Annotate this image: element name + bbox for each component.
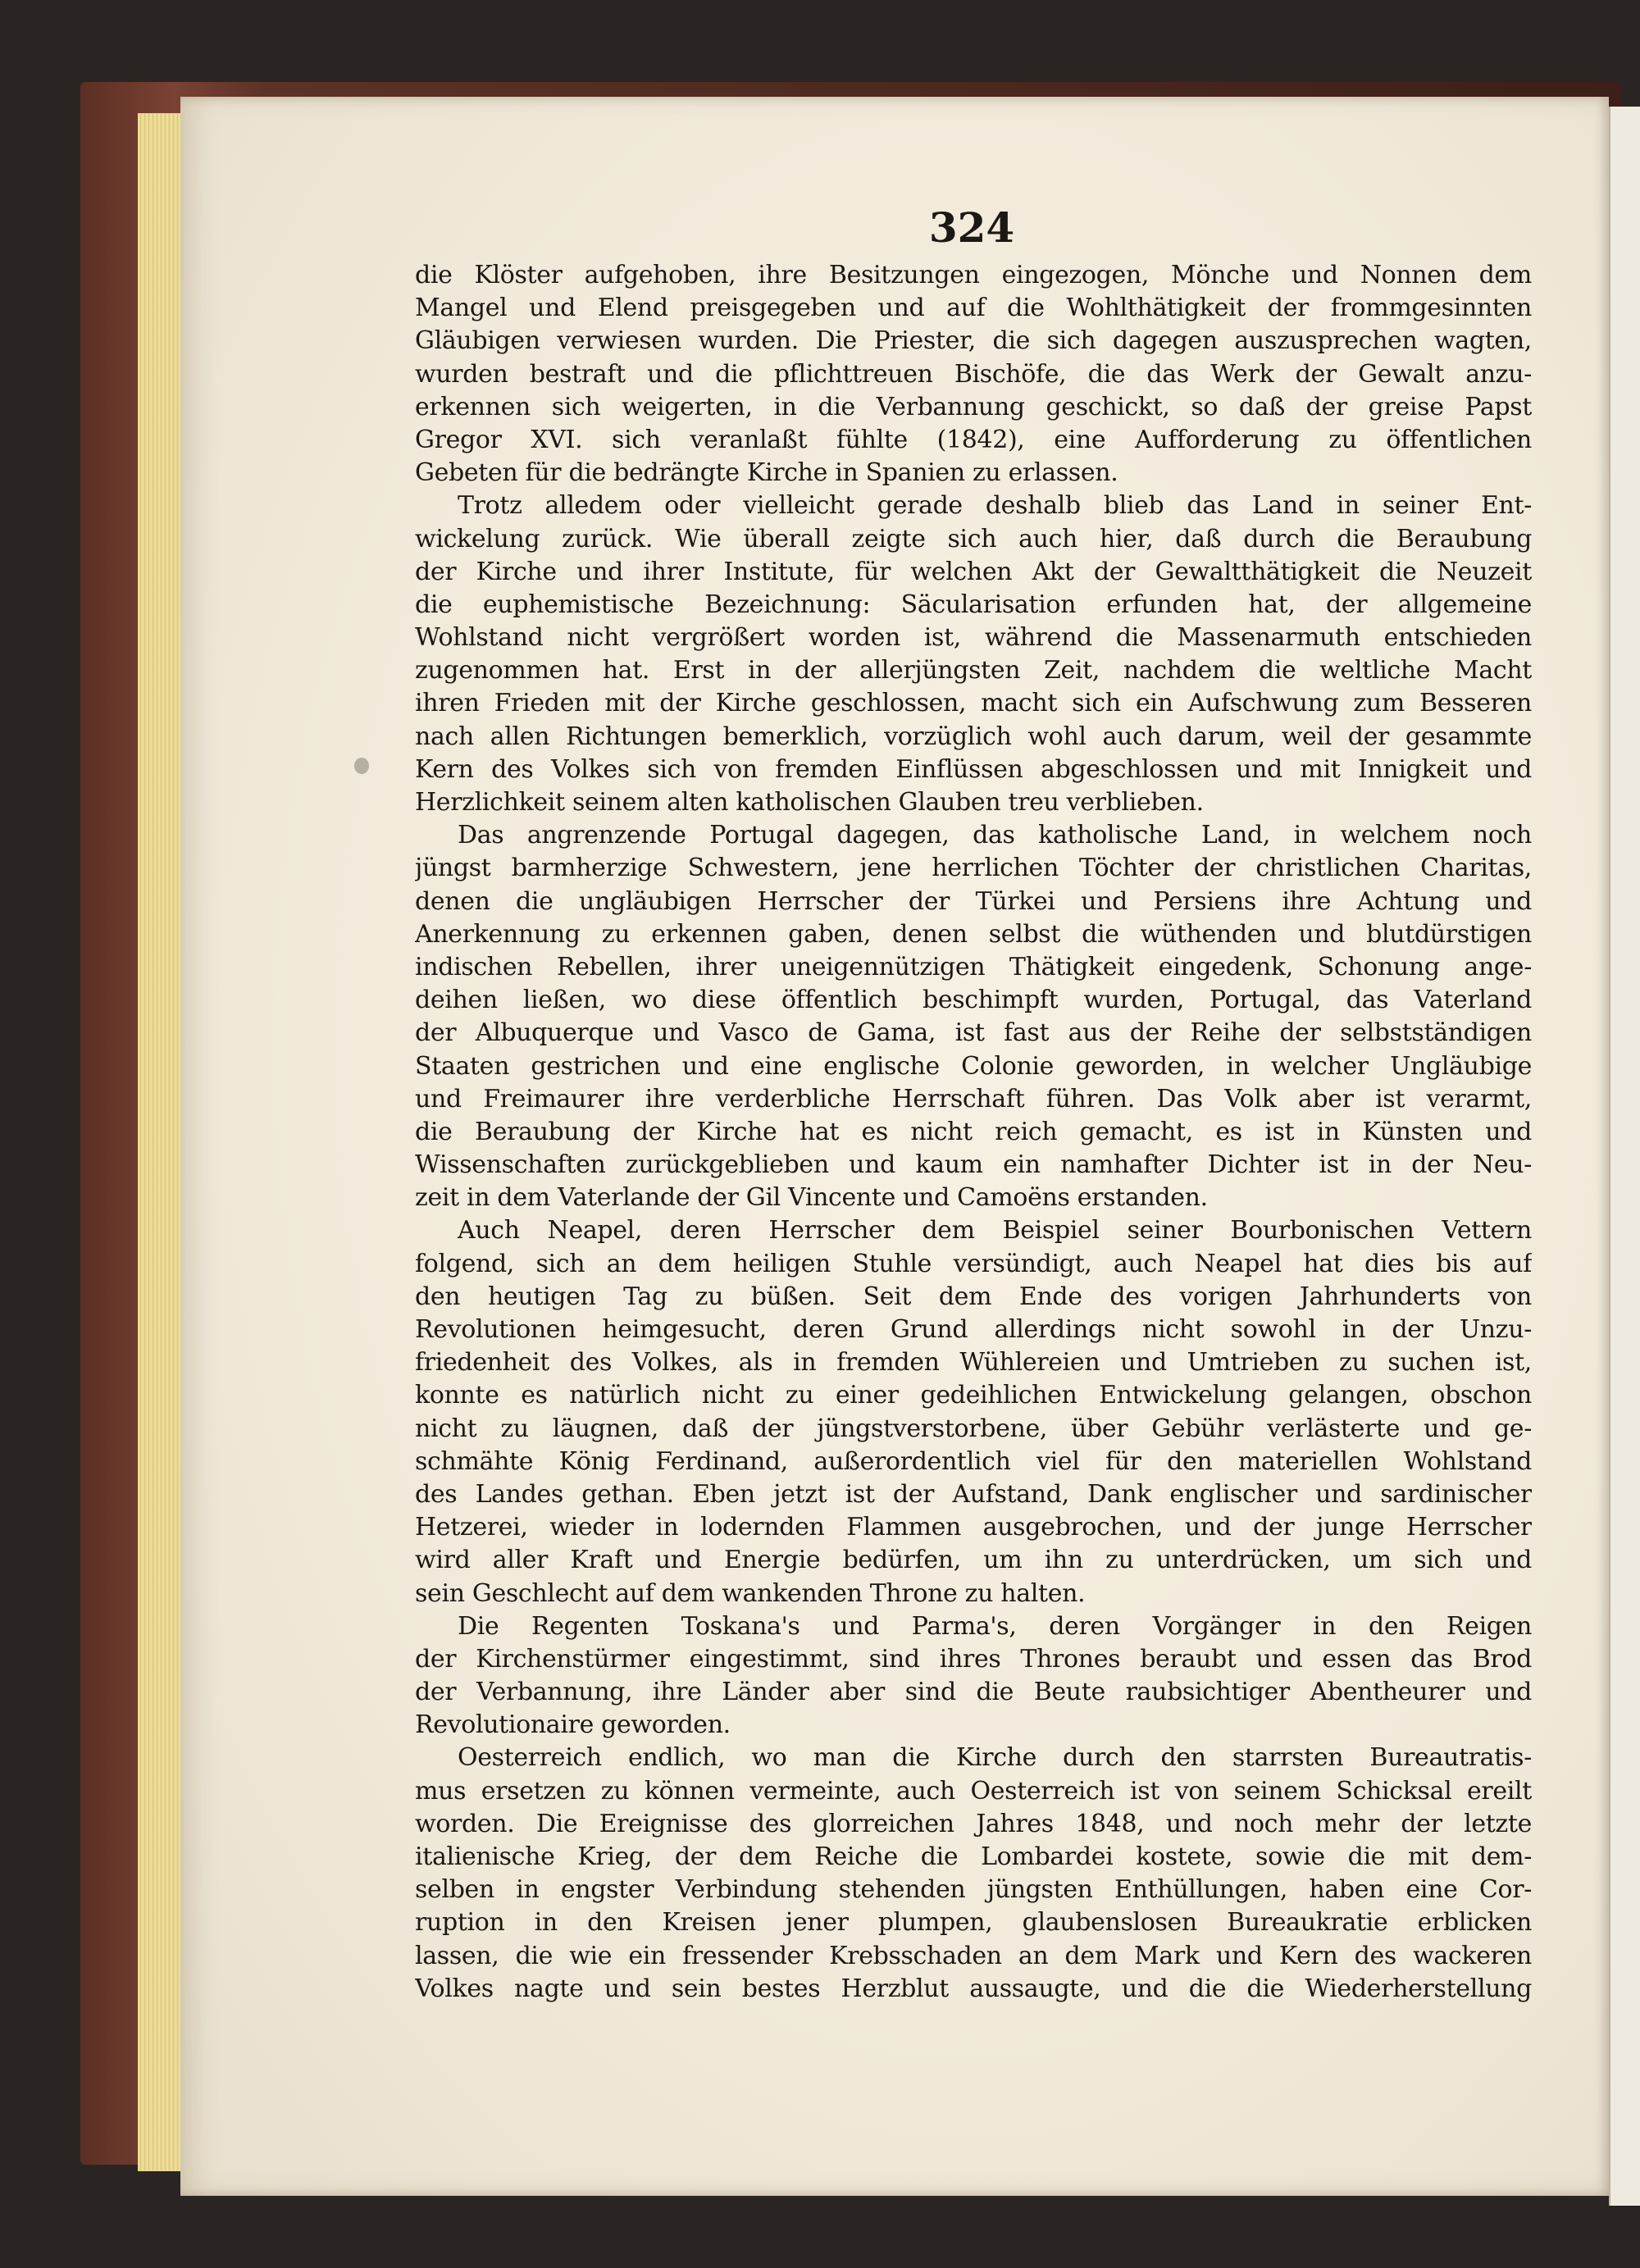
text-line: der Kirchenstürmer eingestimmt, sind ihres Thrones beraubt und essen das Brod — [415, 1644, 1532, 1674]
text-line: deihen ließen, wo diese öffentlich beschimpft wurden, Portugal, das Vaterland — [415, 986, 1532, 1015]
text-line: der Albuquerque und Vasco de Gama, ist fast aus der Reihe der selbstständigen — [415, 1018, 1532, 1048]
text-line: des Landes gethan. Eben jetzt ist der Aufstand, Dank englischer und sardinischer — [415, 1479, 1532, 1509]
text-line: selben in engster Verbindung stehenden jüngsten Enthüllungen, haben eine Cor- — [415, 1875, 1532, 1905]
text-line: italienische Krieg, der dem Reiche die Lombardei kostete, sowie die mit dem- — [415, 1842, 1532, 1871]
text-line: zeit in dem Vaterlande der Gil Vincente und Camoëns erstanden. — [415, 1183, 1208, 1213]
text-line: die Klöster aufgehoben, ihre Besitzungen eingezogen, Mönche und Nonnen dem — [415, 261, 1532, 289]
text-line: Herzlichkeit seinem alten katholischen Glauben treu verblieben. — [415, 788, 1204, 817]
text-line: Hetzerei, wieder in lodernden Flammen ausgebrochen, und der junge Herrscher — [415, 1513, 1532, 1542]
text-line: Staaten gestrichen und eine englische Colonie geworden, in welcher Ungläubige — [415, 1051, 1532, 1081]
text-line: friedenheit des Volkes, als in fremden Wühlereien und Umtrieben zu suchen ist, — [415, 1348, 1532, 1378]
text-line: indischen Rebellen, ihrer uneigennützigen Thätigkeit eingedenk, Schonung ange- — [415, 952, 1532, 981]
text-line: erkennen sich weigerten, in die Verbannung geschickt, so daß der greise Papst — [415, 392, 1532, 421]
text-line: der Verbannung, ihre Länder aber sind die Beute raubsichtiger Abentheurer und — [415, 1678, 1532, 1707]
text-line: der Kirche und ihrer Institute, für welchen Akt der Gewaltthätigkeit die Neuzeit — [415, 557, 1532, 586]
text-line: zugenommen hat. Erst in der allerjüngsten Zeit, nachdem die weltliche Macht — [415, 656, 1532, 685]
margin-spot — [354, 758, 369, 774]
text-line: Mangel und Elend preisgegeben und auf die Wohlthätigkeit der frommgesinnten — [415, 294, 1532, 323]
next-page-edge — [1609, 107, 1640, 2206]
text-line: denen die ungläubigen Herrscher der Türkei und Persiens ihre Achtung und — [415, 886, 1532, 916]
text-line: wird aller Kraft und Energie bedürfen, um ihn zu unterdrücken, um sich und — [415, 1546, 1532, 1575]
text-line: konnte es natürlich nicht zu einer gedeihlichen Entwickelung gelangen, obschon — [415, 1381, 1532, 1410]
text-line: wurden bestraft und die pflichttreuen Bischöfe, die das Werk der Gewalt anzu- — [415, 359, 1532, 389]
text-line: Die Regenten Toskana's und Parma's, deren Vorgänger in den Reigen — [458, 1611, 1532, 1641]
text-line: Oesterreich endlich, wo man die Kirche durch den starrsten Bureautratis- — [458, 1743, 1532, 1773]
text-line: mus ersetzen zu können vermeinte, auch Oesterreich ist von seinem Schicksal ereilt — [415, 1776, 1532, 1806]
text-line: den heutigen Tag zu büßen. Seit dem Ende des vorigen Jahrhunderts von — [415, 1282, 1532, 1311]
text-line: folgend, sich an dem heiligen Stuhle versündigt, auch Neapel hat dies bis auf — [415, 1249, 1532, 1278]
page-number: 324 — [928, 203, 1015, 252]
text-line: ihren Frieden mit der Kirche geschlossen, macht sich ein Aufschwung zum Besseren — [415, 689, 1532, 718]
text-line: Revolutionen heimgesucht, deren Grund allerdings nicht sowohl in der Unzu- — [415, 1315, 1532, 1344]
text-line: Wissenschaften zurückgeblieben und kaum ein namhafter Dichter ist in der Neu- — [415, 1150, 1532, 1180]
text-line: die euphemistische Bezeichnung: Säcularisation erfunden hat, der allgemeine — [415, 590, 1532, 619]
text-line: Revolutionaire geworden. — [415, 1710, 731, 1740]
text-line: Anerkennung zu erkennen gaben, denen selbst die wüthenden und blutdürstigen — [415, 919, 1532, 949]
text-line: jüngst barmherzige Schwestern, jene herrlichen Töchter der christlichen Charitas, — [415, 854, 1532, 883]
text-line: ruption in den Kreisen jener plumpen, glaubenslosen Bureaukratie erblicken — [415, 1908, 1532, 1938]
text-line: lassen, die wie ein fressender Krebsschaden an dem Mark und Kern des wackeren — [415, 1941, 1532, 1970]
body-text — [415, 259, 1532, 2006]
text-line: die Beraubung der Kirche hat es nicht reich gemacht, es ist in Künsten und — [415, 1117, 1532, 1146]
text-line: Trotz alledem oder vielleicht gerade deshalb blieb das Land in seiner Ent- — [458, 491, 1532, 521]
text-line: Kern des Volkes sich von fremden Einflüssen abgeschlossen und mit Innigkeit und — [415, 754, 1532, 784]
text-line: nach allen Richtungen bemerklich, vorzüglich wohl auch darum, weil der gesammte — [415, 722, 1532, 751]
text-line: nicht zu läugnen, daß der jüngstverstorbene, über Gebühr verlästerte und ge- — [415, 1414, 1532, 1443]
text-line: Gregor XVI. sich veranlaßt fühlte (1842), eine Aufforderung zu öffentlichen — [415, 425, 1532, 454]
text-line: sein Geschlecht auf dem wankenden Throne zu halten. — [415, 1578, 1086, 1608]
text-line: Wohlstand nicht vergrößert worden ist, während die Massenarmuth entschieden — [415, 623, 1532, 653]
text-line: wickelung zurück. Wie überall zeigte sich auch hier, daß durch die Beraubung — [415, 524, 1532, 553]
text-line: Volkes nagte und sein bestes Herzblut aussaugte, und die die Wiederherstellung — [415, 1974, 1532, 2003]
text-line: Gebeten für die bedrängte Kirche in Spanien zu erlassen. — [415, 458, 1118, 488]
text-line: Auch Neapel, deren Herrscher dem Beispiel seiner Bourbonischen Vettern — [458, 1216, 1532, 1246]
text-line: schmähte König Ferdinand, außerordentlich viel für den materiellen Wohlstand — [415, 1446, 1532, 1476]
text-line: Das angrenzende Portugal dagegen, das katholische Land, in welchem noch — [458, 821, 1532, 850]
text-line: und Freimaurer ihre verderbliche Herrschaft führen. Das Volk aber ist verarmt, — [415, 1084, 1532, 1114]
text-line: worden. Die Ereignisse des glorreichen Jahres 1848, und noch mehr der letzte — [415, 1809, 1532, 1838]
page-edges — [138, 113, 187, 2171]
text-line: Gläubigen verwiesen wurden. Die Priester, die sich dagegen auszusprechen wagten, — [415, 326, 1532, 356]
